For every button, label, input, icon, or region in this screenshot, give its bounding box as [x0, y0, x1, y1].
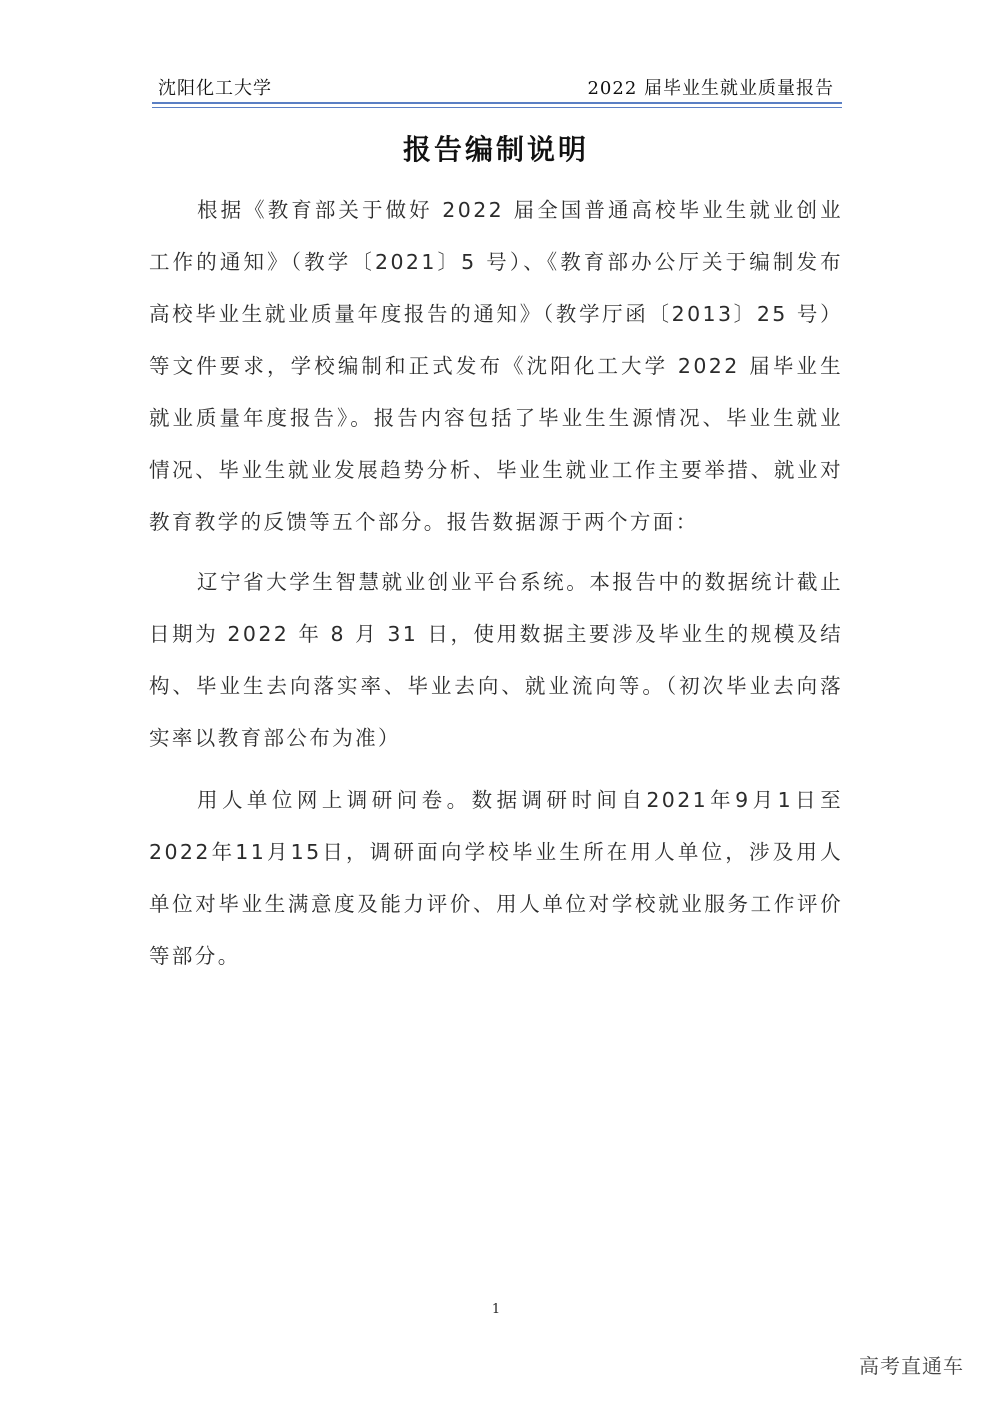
page-number: 1: [491, 1302, 501, 1317]
header-report-title: 2022 届毕业生就业质量报告: [587, 78, 834, 99]
header-divider-thin: [152, 107, 842, 108]
header-divider: [152, 102, 842, 104]
watermark: 高考直通车: [859, 1354, 964, 1378]
page-header: [152, 72, 842, 106]
paragraph-data-source-survey: 用人单位网上调研问卷。数据调研时间自2021年9月1日至2022年11月15日，调研面向学校毕业生所在用人单位，涉及用人单位对毕业生满意度及能力评价、用人单位对学校就业服务工作评价等部分。: [149, 788, 843, 968]
header-university-name: 沈阳化工大学: [158, 78, 272, 99]
page-title: 报告编制说明: [402, 133, 589, 166]
paragraph-data-source-platform: 辽宁省大学生智慧就业创业平台系统。本报告中的数据统计截止日期为 2022 年 8 月 31 日，使用数据主要涉及毕业生的规模及结构、毕业生去向落实率、毕业去向、就业流向等。（初次毕业去向落实率以教育部公布为准）: [149, 570, 843, 750]
paragraph-intro: 根据《教育部关于做好 2022 届全国普通高校毕业生就业创业工作的通知》（教学〔2021〕5 号）、《教育部办公厅关于编制发布高校毕业生就业质量年度报告的通知》（教学厅函〔2013〕25 号）等文件要求，学校编制和正式发布《沈阳化工大学 2022 届毕业生就业质量年度报告》。报告内容包括了毕业生生源情况、毕业生就业情况、毕业生就业发展趋势分析、毕业生就业工作主要举措、就业对教育教学的反馈等五个部分。报告数据源于两个方面：: [149, 198, 843, 534]
